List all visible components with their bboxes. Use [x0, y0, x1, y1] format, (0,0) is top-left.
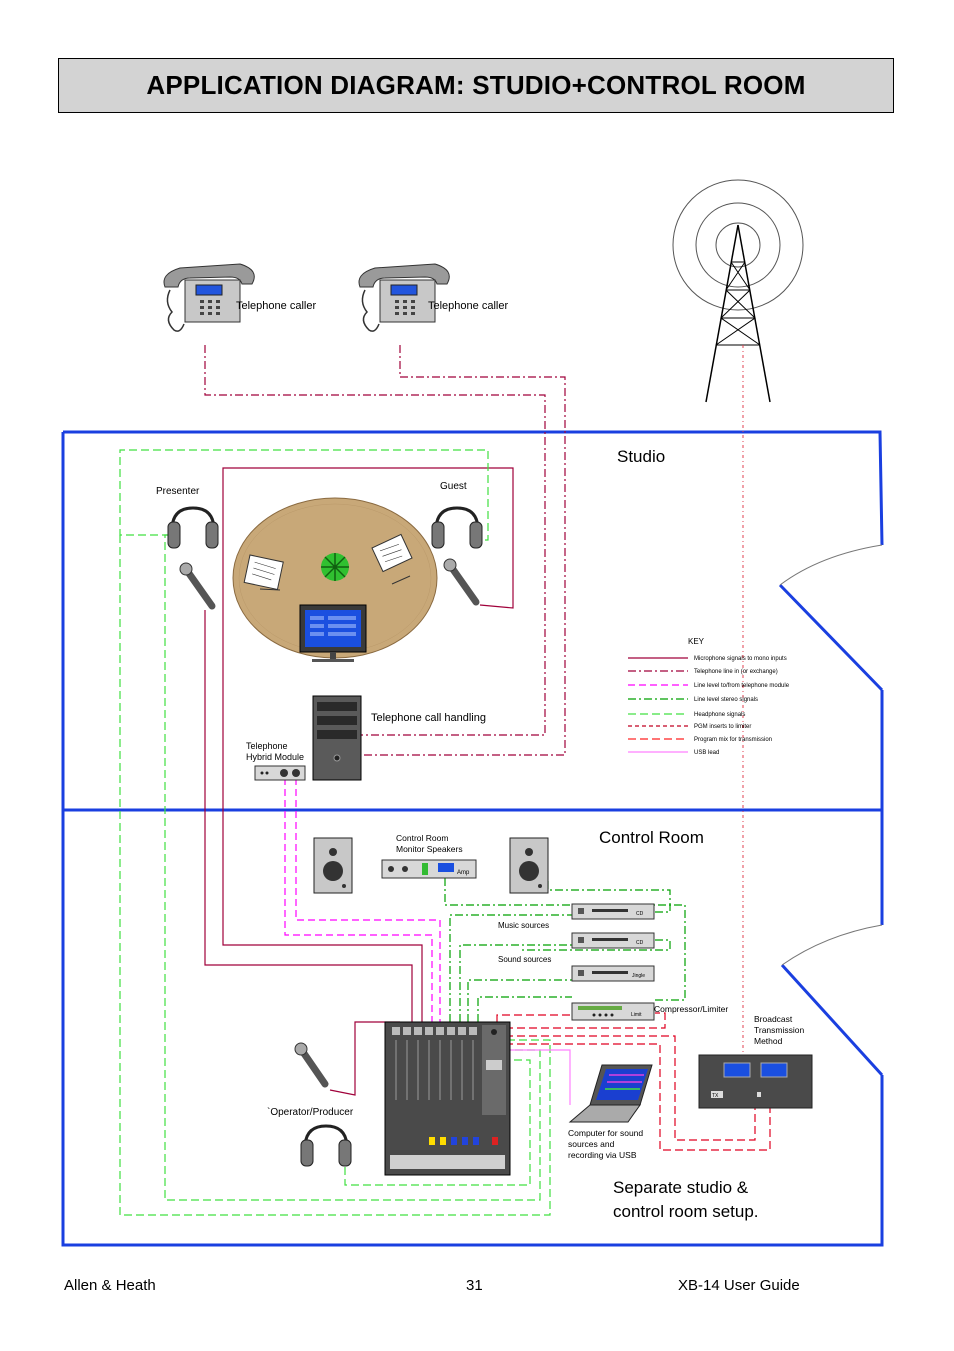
jingle-label: Jingle [632, 973, 646, 979]
hybrid-line-lines [285, 778, 440, 1022]
control-room-label: Control Room [599, 828, 704, 847]
speaker-left-icon [314, 838, 352, 893]
key-title: KEY [688, 637, 705, 646]
studio-table [233, 498, 437, 662]
mixing-console-icon [385, 1022, 510, 1175]
presenter-headphones-icon [168, 508, 218, 548]
amp-label: Amp [457, 870, 470, 876]
speaker-right-icon [510, 838, 548, 893]
page-title: APPLICATION DIAGRAM: STUDIO+CONTROL ROOM [146, 70, 806, 100]
key-legend [628, 656, 790, 756]
stereo-line-lines [445, 878, 685, 1022]
presenter-microphone-icon [180, 563, 212, 606]
broadcast-label: Broadcast Transmission Method [754, 1014, 805, 1046]
plant-icon [321, 553, 349, 581]
telephone-icon [164, 264, 254, 331]
key-item: Program mix for transmission [694, 737, 773, 743]
guest-headphones-icon [432, 508, 482, 548]
control-door-arc [782, 925, 882, 965]
footer-page-number: 31 [466, 1277, 483, 1294]
operator-headphones-icon [301, 1126, 351, 1166]
operator-label: `Operator/Producer [267, 1107, 354, 1118]
computer-tower-icon [313, 696, 361, 780]
hybrid-module-icon [255, 766, 305, 780]
presenter-label: Presenter [156, 486, 200, 497]
compressor-icon [572, 1003, 654, 1020]
jingle-player-icon [572, 966, 654, 981]
key-item: Telephone line in (or exchange) [694, 669, 778, 675]
caller1-label: Telephone caller [236, 300, 317, 312]
call-handling-label: Telephone call handling [371, 712, 486, 724]
computer-label: Computer for sound sources and recording via USB [568, 1128, 644, 1160]
key-item: Line level stereo signals [694, 697, 759, 703]
caller2-label: Telephone caller [428, 300, 509, 312]
key-item: USB lead [694, 750, 720, 756]
hybrid-label: Telephone Hybrid Module [246, 741, 305, 762]
music-sources-label: Music sources [498, 921, 550, 930]
tx-label: TX [712, 1093, 719, 1099]
cd-player-icon [572, 904, 654, 919]
studio-door-arc [780, 545, 882, 585]
transmission-tower-icon [673, 180, 803, 402]
key-item: PGM inserts to limiter [694, 724, 752, 730]
cd-player-icon [572, 933, 654, 948]
operator-microphone-icon [295, 1043, 325, 1084]
amplifier-icon [382, 860, 476, 878]
footer-right: XB-14 User Guide [678, 1277, 800, 1294]
transmitter-icon [699, 1055, 812, 1108]
key-item: Microphone signals to mono inputs [694, 656, 787, 662]
telephone-icon [359, 264, 449, 331]
limit-label: Limit [631, 1012, 642, 1018]
key-item: Headphone signals [694, 712, 746, 718]
monitor-speakers-label: Control Room Monitor Speakers [396, 833, 463, 854]
footer-left: Allen & Heath [64, 1277, 156, 1294]
laptop-icon [570, 1065, 652, 1122]
sound-sources-label: Sound sources [498, 955, 552, 964]
usb-lead [505, 1050, 570, 1105]
cd2-label: CD [636, 940, 644, 946]
compressor-label: Compressor/Limiter [654, 1004, 729, 1014]
guest-label: Guest [440, 481, 467, 492]
guest-microphone-icon [444, 559, 476, 602]
key-item: Line level to/from telephone module [694, 683, 790, 689]
studio-label: Studio [617, 447, 666, 466]
cd1-label: CD [636, 911, 644, 917]
caption-label: Separate studio & control room setup. [613, 1178, 759, 1221]
